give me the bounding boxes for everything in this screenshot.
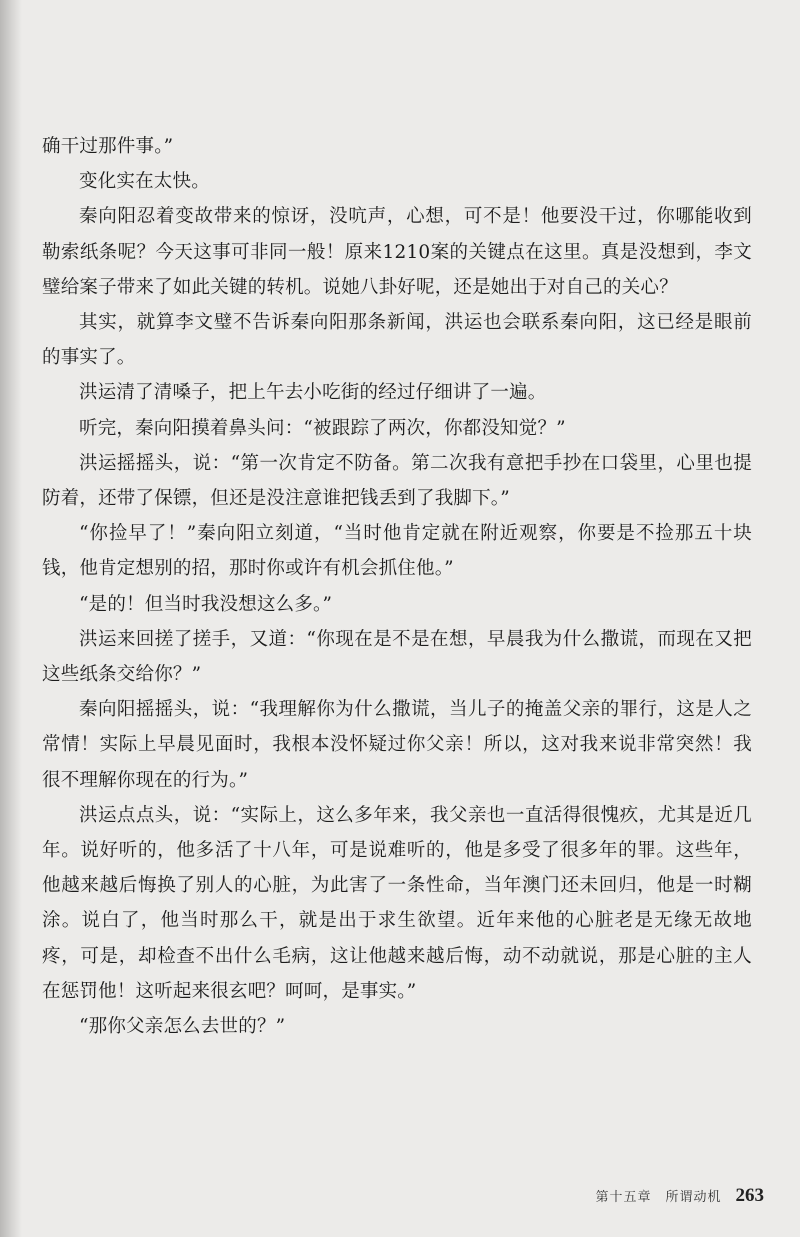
paragraph: 洪运清了清嗓子，把上午去小吃街的经过仔细讲了一遍。	[79, 382, 547, 404]
paragraph: 秦向阳摇摇头，说：“我理解你为什么撒谎，当儿子的掩盖父亲的罪行，这是人之常情！实际上早晨见面时，我根本没怀疑过你父亲！所以，这对我来说非常突然！我很不理解你现在的行为。”	[42, 699, 752, 791]
paragraph: 洪运点点头，说：“实际上，这么多年来，我父亲也一直活得很愧疚，尤其是近几年。说好听的，他多活了十八年，可是说难听的，他是多受了很多年的罪。这些年，他越来越后悔换了别人的心脏，为此害了一条性命，当年澳门还未回归，他是一时糊涂。说白了，他当时那么干，就是出于求生欲望。近年来他的心脏老是无缘无故地疼，可是，却检查不出什么毛病，这让他越来越后悔，动不动就说，那是心脏的主人在惩罚他！这听起来很玄吧？呵呵，是事实。”	[42, 804, 752, 1002]
paragraph: 洪运摇摇头，说：“第一次肯定不防备。第二次我有意把手抄在口袋里，心里也提防着，还带了保镖，但还是没注意谁把钱丢到了我脚下。”	[42, 452, 752, 510]
page-edge-shadow	[0, 0, 22, 1237]
paragraph: 听完，秦向阳摸着鼻头问：“被跟踪了两次，你都没知觉？”	[79, 417, 566, 439]
paragraph: 其实，就算李文璧不告诉秦向阳那条新闻，洪运也会联系秦向阳，这已经是眼前的事实了。	[42, 312, 752, 369]
paragraph: “你捡早了！”秦向阳立刻道，“当时他肯定就在附近观察，你要是不捡那五十块钱，他肯定想别的招，那时你或许有机会抓住他。”	[42, 523, 752, 580]
paragraph: 确干过那件事。”	[42, 136, 174, 157]
paragraph: 洪运来回搓了搓手，又道：“你现在是不是在想，早晨我为什么撒谎，而现在又把这些纸条交给你？”	[42, 628, 752, 686]
paragraph: “是的！但当时我没想这么多。”	[79, 593, 333, 615]
page-number: 263	[735, 1185, 764, 1206]
page-footer	[595, 1185, 764, 1207]
paragraph: 秦向阳忍着变故带来的惊讶，没吭声，心想，可不是！他要没干过，你哪能收到勒索纸条呢？今天这事可非同一般！原来1210案的关键点在这里。真是没想到，李文璧给案子带来了如此关键的转机。说她八卦好呢，还是她出于对自己的关心？	[42, 206, 752, 298]
paragraph: “那你父亲怎么去世的？”	[79, 1016, 286, 1038]
running-head: 第十五章 所谓动机	[595, 1190, 722, 1205]
paragraph: 变化实在太快。	[79, 171, 210, 193]
body-text	[42, 129, 752, 1044]
